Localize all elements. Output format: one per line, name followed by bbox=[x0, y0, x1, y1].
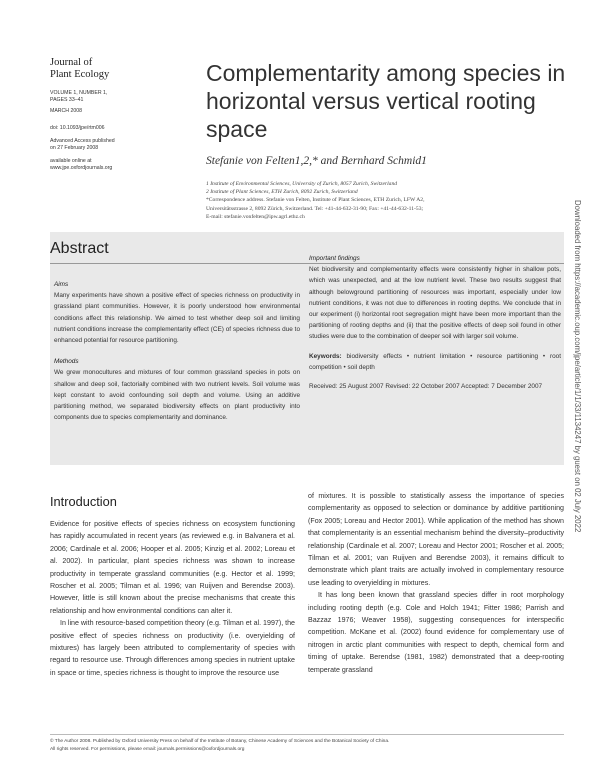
intro-paragraph-1: Evidence for positive effects of species richness on ecosystem functioning has rapidly accumulated in recent years (as reviewed e.g. in Balvanera et al. 2006; Cardinale et al. 2006; Hooper et al. 2005; Kinzig et al. 2002; Loreau et al. 2002). In particular, plant species richness was shown to increase productivity in temperate grassland communities (e.g. Hector et al. 1999; Roscher et al. 2005; Tilman et al. 1996; van Ruijven and Berendse 2003). However, little is still known about the precise mechanisms that create this relationship and how environmental conditions can alter it. bbox=[50, 520, 295, 615]
introduction-heading: Introduction bbox=[50, 494, 117, 509]
journal-name bbox=[50, 57, 160, 81]
aims-text: Many experiments have shown a positive effect of species richness on productivity in grassland plant communities. However, it is poorly understood how environmental conditions affect this relationship. We aimed to test whether deep soil and limiting nutrient conditions increase the complementarity effect (CE) of species richness due to enhanced potential for resource partitioning. bbox=[54, 292, 300, 345]
keywords-text: biodiversity effects • nutrient limitation • resource partitioning • root competition • soil depth bbox=[309, 352, 561, 371]
copyright-footer bbox=[50, 738, 564, 754]
correspondence: *Correspondence address. Stefanie von Felten, Institute of Plant Sciences, ETH Zurich, LFW A2, bbox=[206, 197, 425, 204]
volume-info: VOLUME 1, NUMBER 1, bbox=[50, 90, 108, 96]
issue-date: MARCH 2008 bbox=[50, 108, 83, 115]
pages-info: PAGES 33–41 bbox=[50, 97, 84, 104]
body-right-column bbox=[308, 490, 564, 676]
online-label: available online at bbox=[50, 158, 92, 165]
author-list: Stefanie von Felten1,2,* and Bernhard Schmid1 bbox=[206, 155, 427, 167]
intro-paragraph-4: It has long been known that grassland species differ in root morphology including rooting depth (e.g. Cole and Holch 1941; Fitter 1986; Parrish and Bazzaz 1976; Weaver 1958), suggesting consequences for interspecific competition. McKane et al. (2002) found evidence for complementary use of nitrogen in arctic plant communities with respect to depth, chemical form and timing of uptake. Berendse (1981, 1982) demonstrated that a deep-rooting temperate grassland bbox=[308, 591, 564, 674]
correspondence-email: E-mail: stefanie.vonfelten@ipw.agrl.ethz.ch bbox=[206, 213, 305, 220]
affiliation-1: 1 Institute of Environmental Sciences, University of Zurich, 8057 Zurich, Switzerland bbox=[206, 181, 398, 187]
body-left-column bbox=[50, 518, 295, 679]
advance-access: Advanced Access published bbox=[50, 137, 115, 144]
aims-heading: Aims bbox=[54, 281, 69, 288]
intro-paragraph-2: In line with resource-based competition theory (e.g. Tilman et al. 1997), the positive effect of species richness on productivity (i.e. overyielding of mixtures) has largely been attributed to complementarity of species with regard to resource use. Through differences among species in nutrient uptake in space or time, species richness is thought to improve the resource use bbox=[50, 619, 296, 677]
download-watermark bbox=[570, 200, 584, 720]
findings-text: Net biodiversity and complementarity effects were consistently higher in shallow pots, which was unexpected, and at the low nutrient level. These two results suggest that although belowground partitioning of resources was important, especially under low nutrient conditions, it was not due to differences in rooting depths. We conclude that in our experiment (i) horizontal root segregation might have been more important than the partitioning of rooting depths and (ii) that the positive effects of deep soil found in other studies were due to the combination of deeper soil with larger soil volume. bbox=[309, 266, 561, 341]
abstract-left-column bbox=[54, 279, 300, 423]
journal-name-line1: Journal of bbox=[50, 57, 93, 68]
correspondence-address: Universitätsstrasse 2, 8092 Zürich, Switzerland. Tel: +41-44-632-31-90; Fax: +41-44-632-11-53; bbox=[206, 205, 424, 212]
permissions-line: All rights reserved. For permissions, please email: journals.permissions@oxfordjournals.org bbox=[50, 747, 245, 752]
journal-name-line2: Plant Ecology bbox=[50, 69, 110, 80]
abstract-heading: Abstract bbox=[50, 240, 109, 257]
journal-url[interactable]: www.jpe.oxfordjournals.org bbox=[50, 165, 113, 172]
watermark-text: Downloaded from https://academic.oup.com/jpe/article/1/1/33/1134247 by guest on 02 July 2022 bbox=[573, 200, 582, 533]
methods-heading: Methods bbox=[54, 358, 79, 366]
affiliations bbox=[206, 180, 566, 221]
footer-divider bbox=[50, 734, 564, 735]
intro-paragraph-3: of mixtures. It is possible to statistically assess the importance of species complementarity as opposed to selection or dominance by additive partitioning (Fox 2005; Loreau and Hector 2001). While application of the method has shown that complementarity is an essential mechanism behind the diversity–productivity relationship (Cardinale et al. 2007; Loreau and Hector 2001; Roscher et al. 2005; Tilman et al. 2001; van Ruijven and Berendse 2003), it remains difficult to demonstrate which plant traits are actually involved in complementary resource use leading to overyielding in mixtures. bbox=[308, 492, 564, 587]
doi[interactable]: doi: 10.1093/jpe/rtm006 bbox=[50, 124, 105, 131]
methods-text: We grew monocultures and mixtures of four common grassland species in pots on shallow and deep soil, factorially combined with two nutrient levels. Soil volume was kept constant to avoid confounding soil depth and volume. Using an additive partitioning method, we separated biodiversity effects on plant productivity into components due to species complementarity and dominance. bbox=[54, 369, 300, 422]
copyright-line: © The Author 2008. Published by Oxford University Press on behalf of the Institute of Botany, Chinese Academy of Sciences and the Botanical Society of China. bbox=[50, 739, 390, 744]
article-title: Complementarity among species in horizontal versus vertical rooting space bbox=[206, 60, 566, 142]
received-dates: Received: 25 August 2007 Revised: 22 October 2007 Accepted: 7 December 2007 bbox=[309, 383, 543, 391]
keywords-label: Keywords: bbox=[309, 352, 342, 360]
findings-heading: Important findings bbox=[309, 255, 360, 262]
advance-access-date: on 27 February 2008 bbox=[50, 145, 99, 152]
affiliation-2: 2 Institute of Plant Sciences, ETH Zurich, 8092 Zurich, Switzerland bbox=[206, 189, 358, 196]
abstract-right-column bbox=[309, 253, 561, 392]
article-meta bbox=[50, 90, 160, 173]
